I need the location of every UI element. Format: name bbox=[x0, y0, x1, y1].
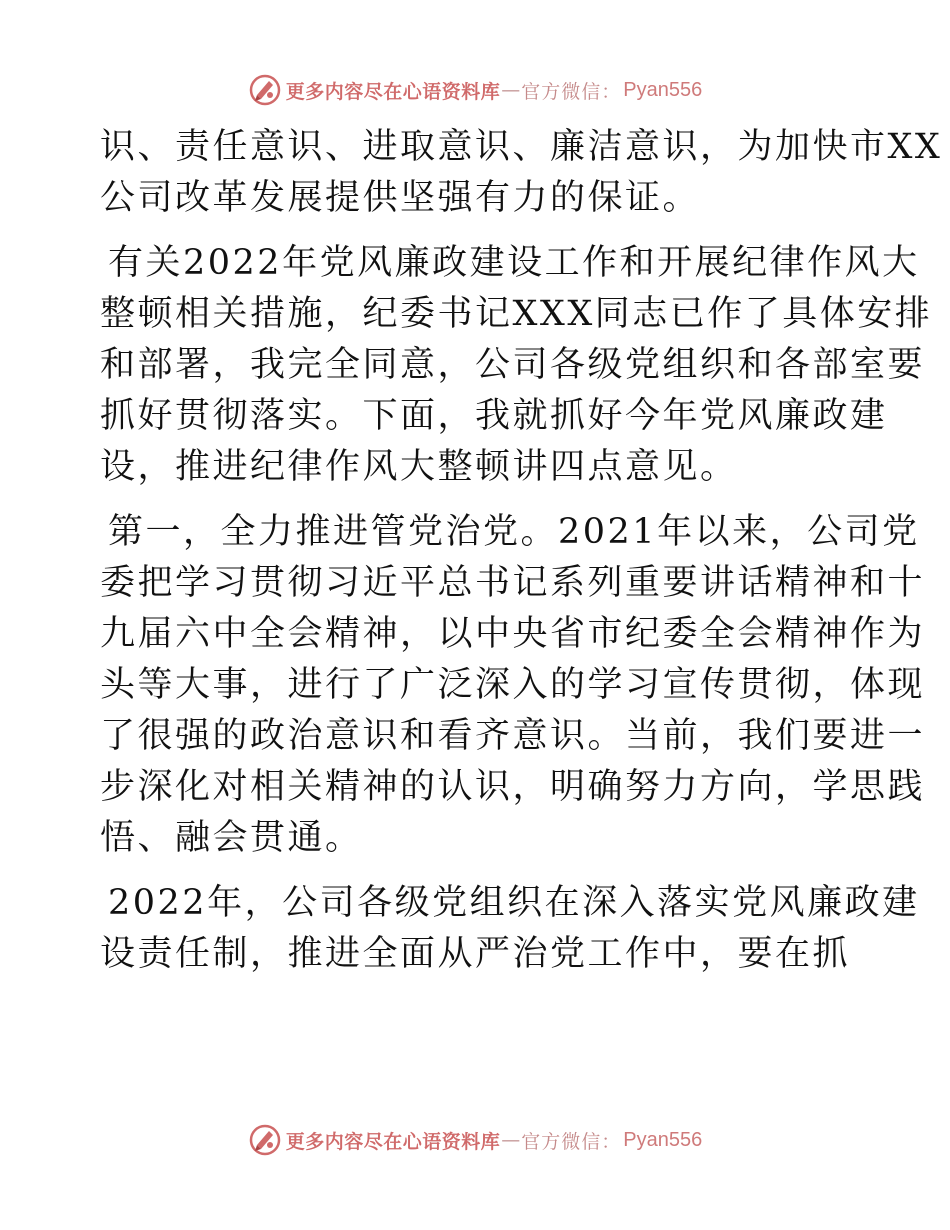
text-line: 设责任制，推进全面从严治党工作中，要在抓 bbox=[100, 934, 851, 974]
watermark-separator: — bbox=[501, 1129, 521, 1151]
text-line: 整顿相关措施，纪委书记XXX同志已作了具体安排 bbox=[100, 294, 933, 334]
text-line: 抓好贯彻落实。下面，我就抓好今年党风廉政建 bbox=[100, 396, 888, 436]
text-line: 公司改革发展提供坚强有力的保证。 bbox=[100, 178, 701, 218]
text-line: 第一，全力推进管党治党。2021年以来，公司党 bbox=[108, 512, 920, 552]
text-line: 识、责任意识、进取意识、廉洁意识，为加快市XX bbox=[100, 127, 943, 167]
document-body bbox=[100, 122, 943, 994]
text-line: 设，推进纪律作风大整顿讲四点意见。 bbox=[100, 447, 738, 487]
text-line: 头等大事，进行了广泛深入的学习宣传贯彻，体现 bbox=[100, 665, 926, 705]
paragraph-3 bbox=[100, 507, 926, 864]
watermark-separator: — bbox=[501, 79, 521, 101]
paragraph-4 bbox=[100, 878, 920, 980]
watermark-banner-top bbox=[0, 70, 950, 110]
text-line: 步深化对相关精神的认识，明确努力方向，学思践 bbox=[100, 767, 926, 807]
text-line: 2022年，公司各级党组织在深入落实党风廉政建 bbox=[108, 883, 920, 923]
watermark-label: 官方微信： bbox=[521, 1130, 622, 1153]
watermark-wechat-id: Pyan556 bbox=[623, 1128, 703, 1151]
paragraph-2 bbox=[100, 238, 933, 493]
watermark-wechat-id: Pyan556 bbox=[623, 78, 703, 101]
paragraph-1 bbox=[100, 122, 943, 224]
watermark-banner-bottom bbox=[0, 1120, 950, 1160]
text-line: 九届六中全会精神，以中央省市纪委全会精神作为 bbox=[100, 614, 926, 654]
brand-logo-icon bbox=[248, 73, 282, 107]
watermark-brand-text: 更多内容尽在心语资料库 bbox=[285, 80, 501, 103]
text-line: 和部署，我完全同意，公司各级党组织和各部室要 bbox=[100, 345, 926, 385]
brand-logo-icon bbox=[248, 1123, 282, 1157]
watermark-brand-text: 更多内容尽在心语资料库 bbox=[285, 1130, 501, 1153]
text-line: 了很强的政治意识和看齐意识。当前，我们要进一 bbox=[100, 716, 926, 756]
text-line: 委把学习贯彻习近平总书记系列重要讲话精神和十 bbox=[100, 563, 926, 603]
text-line: 有关2022年党风廉政建设工作和开展纪律作风大 bbox=[108, 243, 920, 283]
text-line: 悟、融会贯通。 bbox=[100, 818, 363, 858]
watermark-label: 官方微信： bbox=[521, 80, 622, 103]
